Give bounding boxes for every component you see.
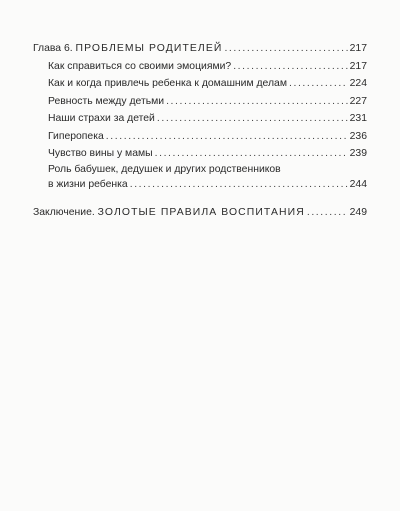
chapter-prefix: Глава 6.	[33, 43, 76, 54]
leader-dots	[166, 95, 348, 108]
item-title: Чувство вины у мамы	[48, 148, 153, 159]
leader-dots	[157, 112, 348, 125]
toc-item	[48, 77, 367, 90]
item-title: Гиперопека	[48, 131, 104, 142]
toc-item	[48, 130, 367, 143]
toc-conclusion	[33, 206, 367, 219]
toc-item	[48, 147, 367, 160]
leader-dots	[224, 42, 347, 55]
toc-item	[48, 60, 367, 73]
item-title-line1: Роль бабушек, дедушек и других родственников	[48, 164, 281, 175]
conclusion-title-caps: ЗОЛОТЫЕ ПРАВИЛА ВОСПИТАНИЯ	[97, 207, 305, 218]
leader-dots	[106, 130, 348, 143]
item-title: Как справиться со своими эмоциями?	[48, 61, 232, 72]
page-number: 249	[349, 207, 367, 218]
page-number: 217	[349, 43, 367, 54]
chapter-title	[33, 42, 222, 55]
leader-dots	[289, 77, 348, 90]
page-number: 244	[349, 179, 367, 190]
leader-dots	[130, 178, 348, 191]
leader-dots	[155, 147, 348, 160]
leader-dots	[307, 206, 348, 219]
toc-item	[48, 95, 367, 108]
leader-dots	[233, 60, 347, 73]
page-number: 227	[349, 96, 367, 107]
page-number: 217	[349, 61, 367, 72]
chapter-title-caps: ПРОБЛЕМЫ РОДИТЕЛЕЙ	[75, 43, 223, 54]
page-number: 231	[349, 113, 367, 124]
toc-chapter-6	[33, 42, 367, 55]
page-number: 224	[349, 78, 367, 89]
conclusion-title	[33, 206, 305, 219]
page-number: 239	[349, 148, 367, 159]
toc-item-multiline	[48, 178, 367, 191]
item-title-line2: в жизни ребенка	[48, 179, 128, 190]
toc-item	[48, 112, 367, 125]
item-title: Как и когда привлечь ребенка к домашним делам	[48, 78, 287, 89]
conclusion-prefix: Заключение.	[33, 207, 98, 218]
page-number: 236	[349, 131, 367, 142]
item-title: Наши страхи за детей	[48, 113, 155, 124]
item-title: Ревность между детьми	[48, 96, 165, 107]
